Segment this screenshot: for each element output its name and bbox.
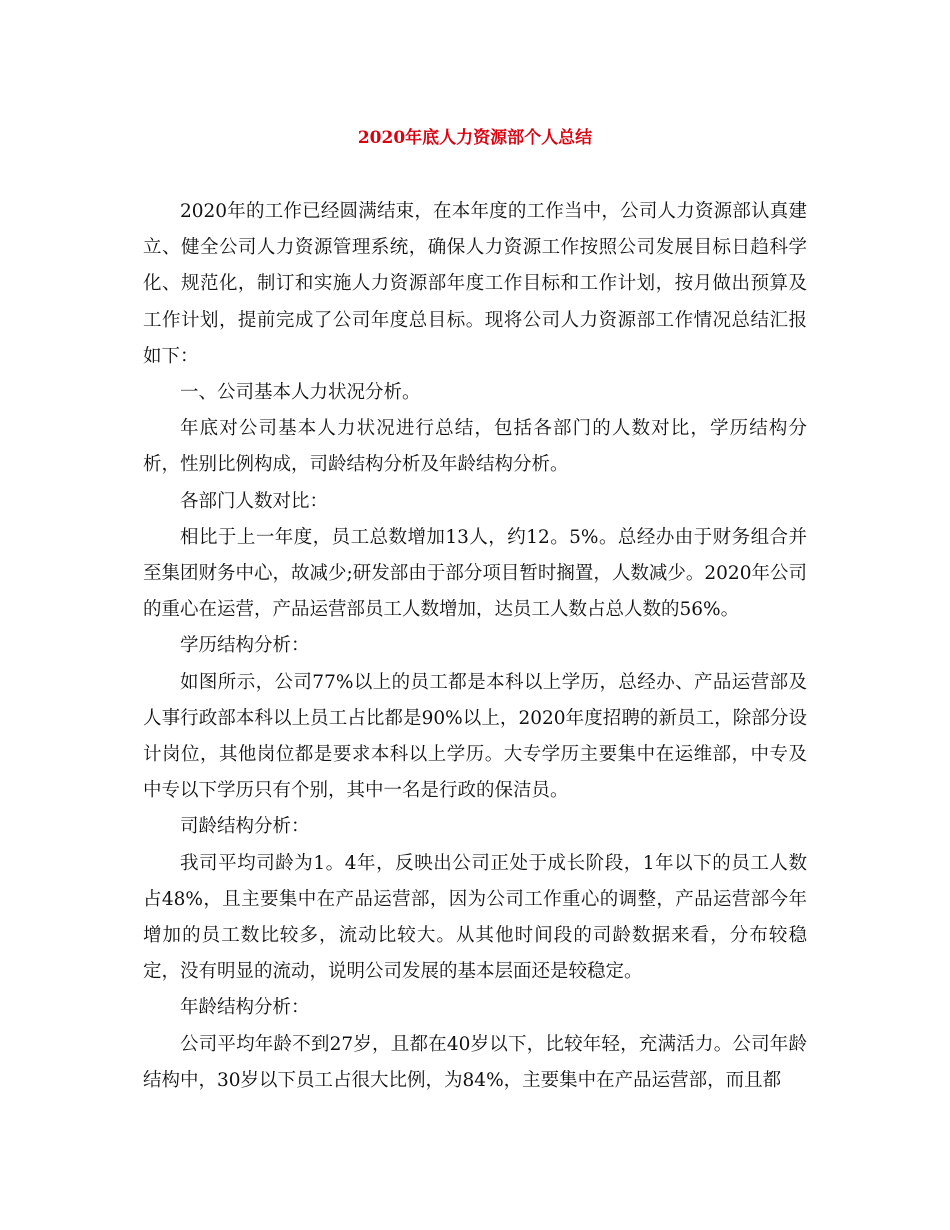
document-title: 2020年底人力资源部个人总结 [357,128,593,148]
subheading-department-headcount: 各部门人数对比： [180,490,329,512]
paragraph-department-headcount: 相比于上一年度，员工总数增加13人，约12。5%。总经办由于财务组合并至集团财务中心，故减少;研发部由于部分项目暂时搁置，人数减少。2020年公司的重心在运营，产品运营部员工人数增加，达员工人数占总人数的56%。 [143,526,807,621]
paragraph-tenure-structure: 我司平均司龄为1。4年，反映出公司正处于成长阶段，1年以下的员工人数占48%，且主要集中在产品运营部，因为公司工作重心的调整，产品运营部今年增加的员工数比较多，流动比较大。从其他时间段的司龄数据来看，分布较稳定，没有明显的流动，说明公司发展的基本层面还是较稳定。 [143,852,807,983]
subheading-age-structure: 年龄结构分析： [180,997,310,1019]
paragraph-age-structure: 公司平均年龄不到27岁，且都在40岁以下，比较年轻，充满活力。公司年龄结构中，30岁以下员工占很大比例，为84%，主要集中在产品运营部，而且都 [143,1033,807,1091]
subheading-education-structure: 学历结构分析： [180,635,310,657]
section-heading-basic-staffing: 一、公司基本人力状况分析。 [180,382,421,404]
paragraph-education-structure: 如图所示，公司77%以上的员工都是本科以上学历，总经办、产品运营部及人事行政部本科以上员工占比都是90%以上，2020年度招聘的新员工，除部分设计岗位，其他岗位都是要求本科以上学历。大专学历主要集中在运维部，中专及中专以下学历只有个别，其中一名是行政的保洁员。 [143,671,807,802]
subheading-tenure-structure: 司龄结构分析： [180,816,310,838]
paragraph-intro: 2020年的工作已经圆满结束，在本年度的工作当中，公司人力资源部认真建立、健全公司人力资源管理系统，确保人力资源工作按照公司发展目标日趋科学化、规范化，制订和实施人力资源部年度工作目标和工作计划，按月做出预算及工作计划，提前完成了公司年度总目标。现将公司人力资源部工作情况总结汇报如下： [143,201,807,367]
document-body [143,194,807,1099]
paragraph-staffing-overview: 年底对公司基本人力状况进行总结，包括各部门的人数对比，学历结构分析，性别比例构成，司龄结构分析及年龄结构分析。 [143,418,807,476]
